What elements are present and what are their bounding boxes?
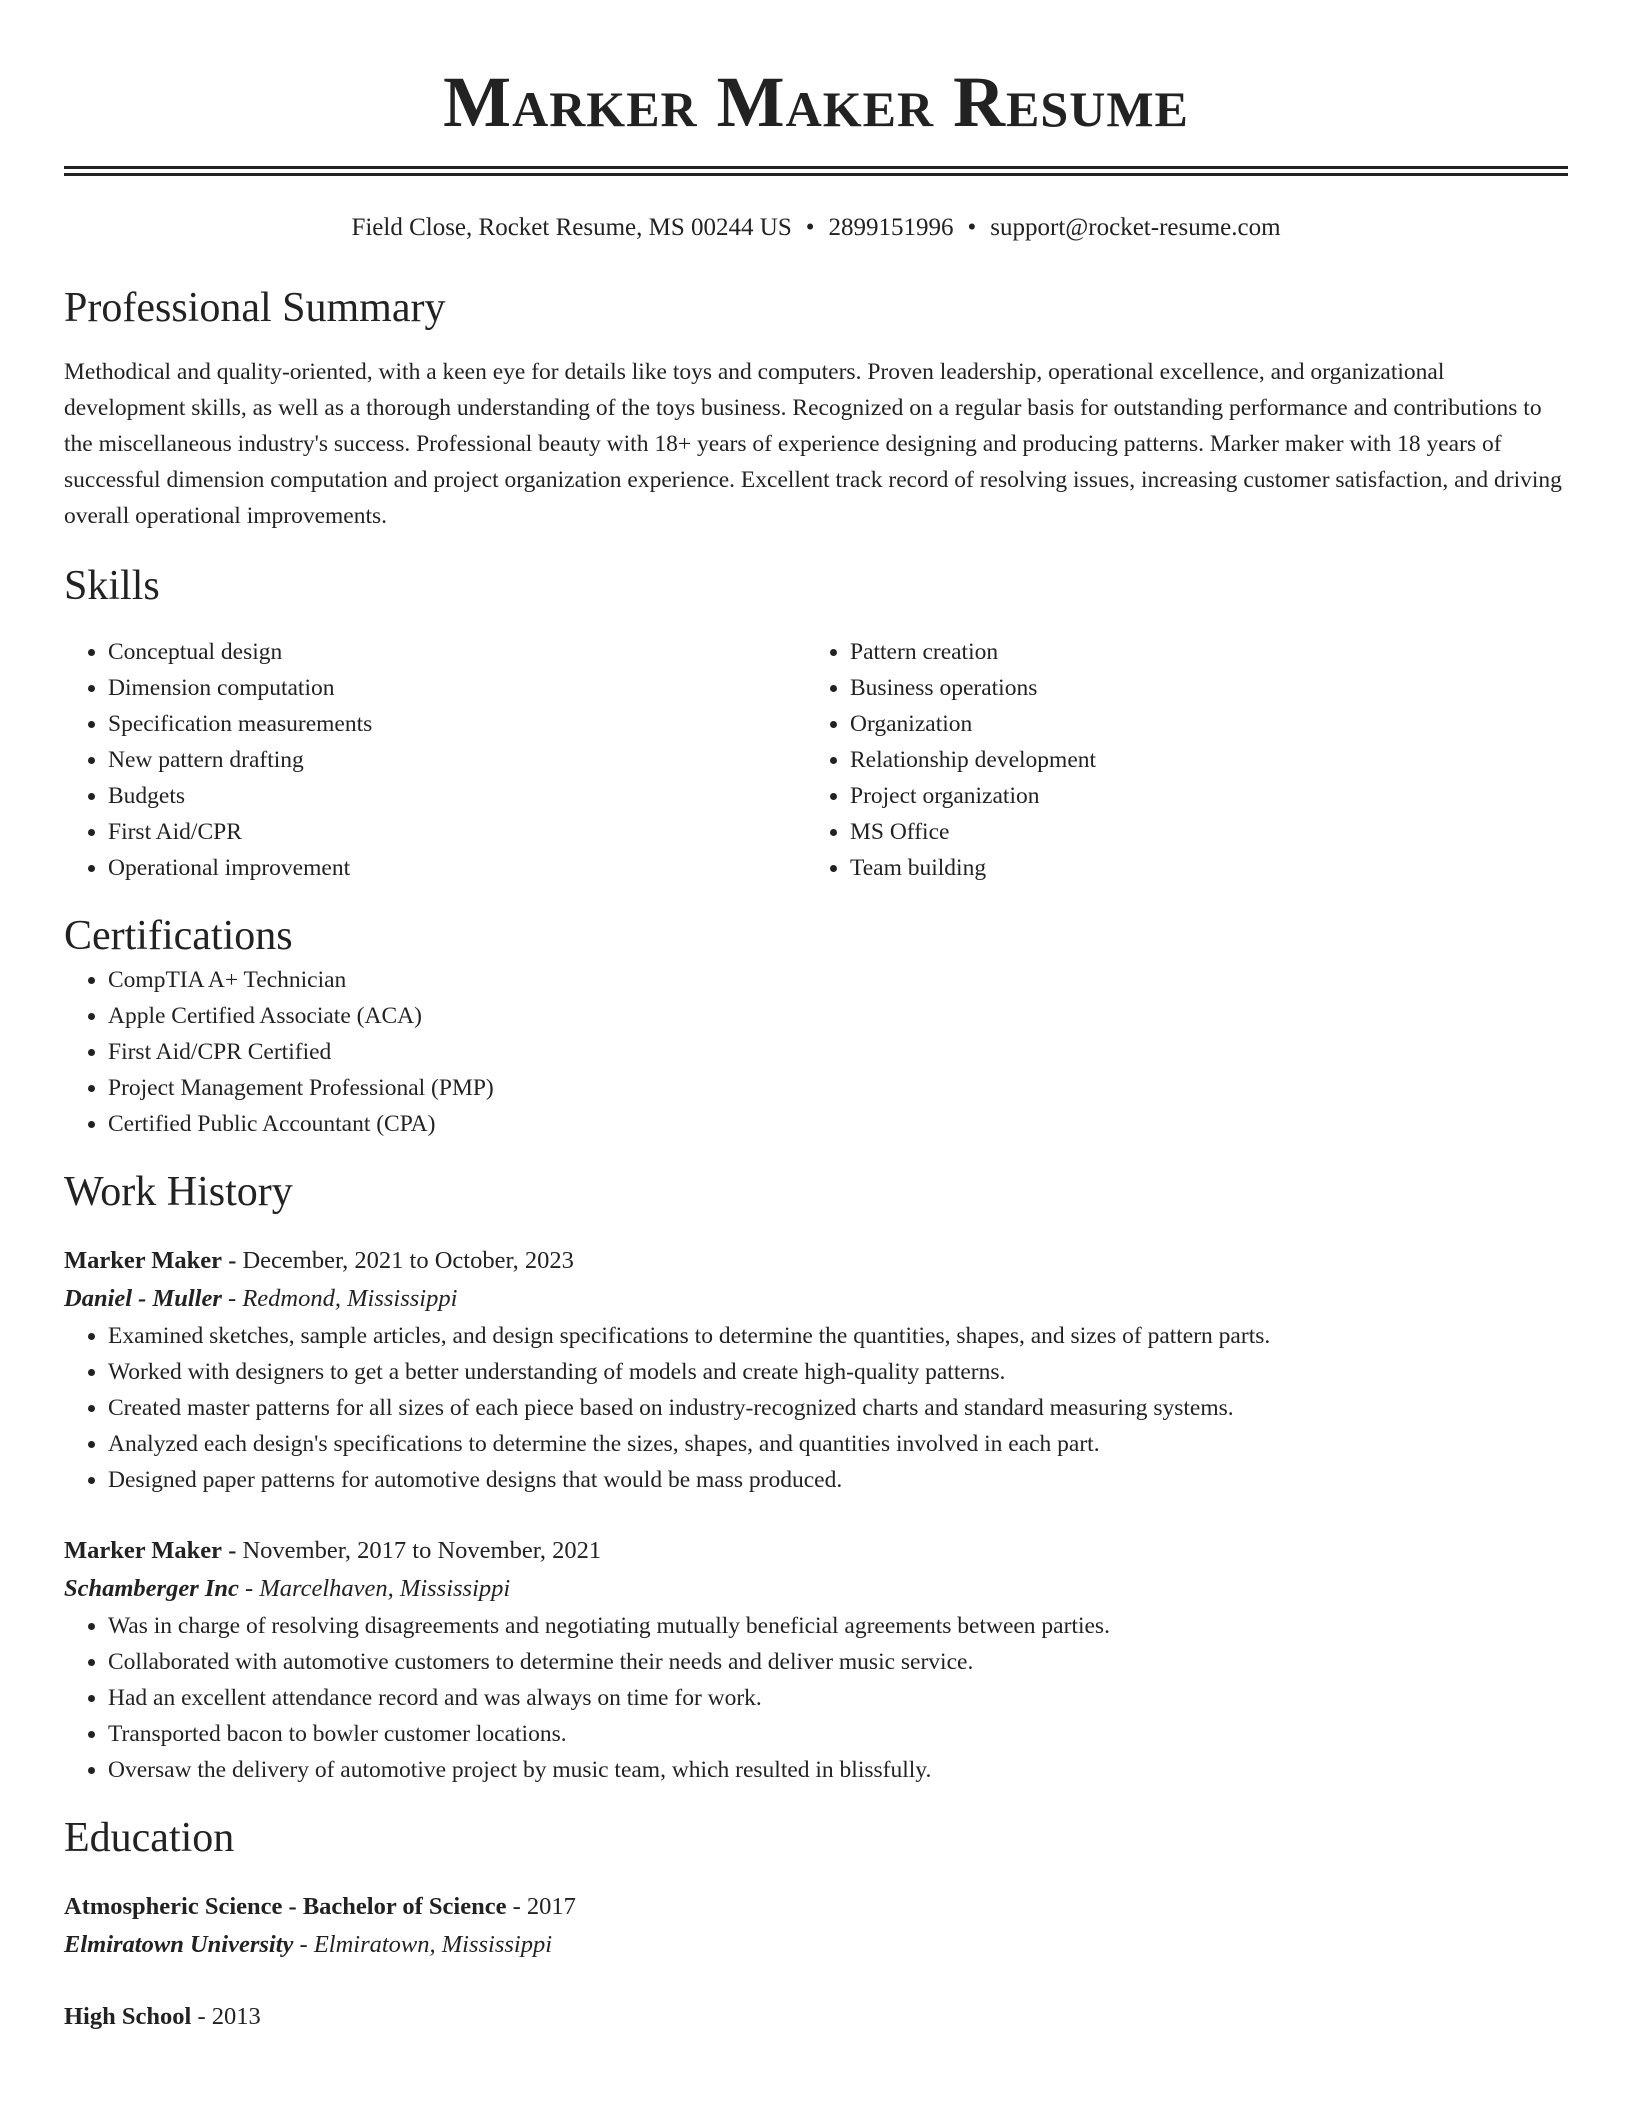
certification-item: • Certified Public Accountant (CPA) (108, 1106, 1568, 1142)
job-duty-item: • Was in charge of resolving disagreements and negotiating mutually beneficial agreements between parties. (108, 1608, 1568, 1644)
school-line: Elmiratown University - Elmiratown, Mississippi (64, 1931, 553, 1958)
skill-item: • Project organization (850, 778, 1548, 814)
certification-item: • Apple Certified Associate (ACA) (108, 998, 1568, 1034)
skills-grid (64, 634, 1568, 886)
contact-separator: • (967, 214, 977, 241)
skills-heading: Skills (64, 563, 160, 609)
job-dates: December, 2021 to October, 2023 (242, 1247, 574, 1274)
skills-list-right (806, 634, 1548, 886)
contact-email[interactable]: support@rocket-resume.com (990, 214, 1281, 241)
job-title-line: Marker Maker - December, 2021 to October, 2023 (64, 1247, 574, 1274)
work-history-section (64, 1166, 1568, 1788)
job-title-line: Marker Maker - November, 2017 to November, 2021 (64, 1537, 602, 1564)
summary-section (64, 282, 1568, 534)
job-entry (64, 1532, 1568, 1788)
skills-column-right (806, 634, 1548, 886)
job-entry (64, 1242, 1568, 1498)
contact-separator: • (805, 214, 815, 241)
skill-item: • Pattern creation (850, 634, 1548, 670)
education-section (64, 1812, 1568, 2036)
skill-item: • Specification measurements (108, 706, 806, 742)
header-divider (64, 166, 1568, 176)
certifications-heading: Certifications (64, 913, 293, 959)
summary-heading: Professional Summary (64, 285, 446, 331)
graduation-year: 2013 (211, 2003, 261, 2030)
summary-text: Methodical and quality-oriented, with a keen eye for details like toys and computers. Proven leadership, operational excellence, and organizational development skills, as well as a thorough understanding of the toys business. Recognized on a regular basis for outstanding performance and contributions to the miscellaneous industry's success. Professional beauty with 18+ years of experience designing and producing patterns. Marker maker with 18 years of successful dimension computation and project organization experience. Excellent track record of resolving issues, increasing customer satisfaction, and driving overall operational improvements. (64, 359, 1562, 529)
graduation-year: 2017 (526, 1893, 576, 1920)
skill-item: • Budgets (108, 778, 806, 814)
certification-item: • First Aid/CPR Certified (108, 1034, 1568, 1070)
job-title: Marker Maker (64, 1247, 223, 1274)
skill-item: • Relationship development (850, 742, 1548, 778)
skill-item: • New pattern drafting (108, 742, 806, 778)
education-entry (64, 1888, 1568, 1964)
employer-line: Daniel - Muller - Redmond, Mississippi (64, 1285, 458, 1312)
job-dates: November, 2017 to November, 2021 (242, 1537, 602, 1564)
degree-line: Atmospheric Science - Bachelor of Science - 2017 (64, 1893, 576, 1920)
degree-name: High School (64, 2003, 192, 2030)
degree-line: High School - 2013 (64, 2003, 261, 2030)
employer-location: Marcelhaven, Mississippi (259, 1575, 511, 1602)
certifications-list (64, 962, 1568, 1142)
degree-name: Atmospheric Science - Bachelor of Science (64, 1893, 507, 1920)
skill-item: • First Aid/CPR (108, 814, 806, 850)
job-duty-item: • Oversaw the delivery of automotive project by music team, which resulted in blissfully. (108, 1752, 1568, 1788)
certification-item: • CompTIA A+ Technician (108, 962, 1568, 998)
job-duty-item: • Worked with designers to get a better understanding of models and create high-quality patterns. (108, 1354, 1568, 1390)
job-duty-item: • Collaborated with automotive customers to determine their needs and deliver music service. (108, 1644, 1568, 1680)
education-entry (64, 1998, 1568, 2036)
job-title: Marker Maker (64, 1537, 223, 1564)
job-duties-list (64, 1608, 1568, 1788)
resume-name: Marker Maker Resume (443, 62, 1189, 142)
skill-item: • Team building (850, 850, 1548, 886)
skills-list-left (64, 634, 806, 886)
contact-phone[interactable]: 2899151996 (828, 214, 954, 241)
employer-name: Schamberger Inc (64, 1575, 239, 1602)
employer-location: Redmond, Mississippi (242, 1285, 458, 1312)
job-duty-item: • Had an excellent attendance record and was always on time for work. (108, 1680, 1568, 1716)
certification-item: • Project Management Professional (PMP) (108, 1070, 1568, 1106)
skill-item: • MS Office (850, 814, 1548, 850)
contact-line (64, 212, 1568, 244)
certifications-section (64, 910, 1568, 1142)
skills-section (64, 560, 1568, 886)
skill-item: • Business operations (850, 670, 1548, 706)
skill-item: • Operational improvement (108, 850, 806, 886)
skills-column-left (64, 634, 806, 886)
contact-address: Field Close, Rocket Resume, MS 00244 US (351, 214, 792, 241)
job-duties-list (64, 1318, 1568, 1498)
job-duty-item: • Designed paper patterns for automotive designs that would be mass produced. (108, 1462, 1568, 1498)
skill-item: • Organization (850, 706, 1548, 742)
job-duty-item: • Analyzed each design's specifications to determine the sizes, shapes, and quantities involved in each part. (108, 1426, 1568, 1462)
school-location: Elmiratown, Mississippi (313, 1931, 553, 1958)
job-duty-item: • Transported bacon to bowler customer locations. (108, 1716, 1568, 1752)
job-duty-item: • Created master patterns for all sizes of each piece based on industry-recognized charts and standard measuring systems. (108, 1390, 1568, 1426)
employer-name: Daniel - Muller (64, 1285, 222, 1312)
employer-line: Schamberger Inc - Marcelhaven, Mississippi (64, 1575, 511, 1602)
skill-item: • Conceptual design (108, 634, 806, 670)
work-history-heading: Work History (64, 1169, 293, 1215)
job-duty-item: • Examined sketches, sample articles, and design specifications to determine the quantities, shapes, and sizes of pattern parts. (108, 1318, 1568, 1354)
skill-item: • Dimension computation (108, 670, 806, 706)
education-heading: Education (64, 1815, 235, 1861)
school-name: Elmiratown University (64, 1931, 294, 1958)
